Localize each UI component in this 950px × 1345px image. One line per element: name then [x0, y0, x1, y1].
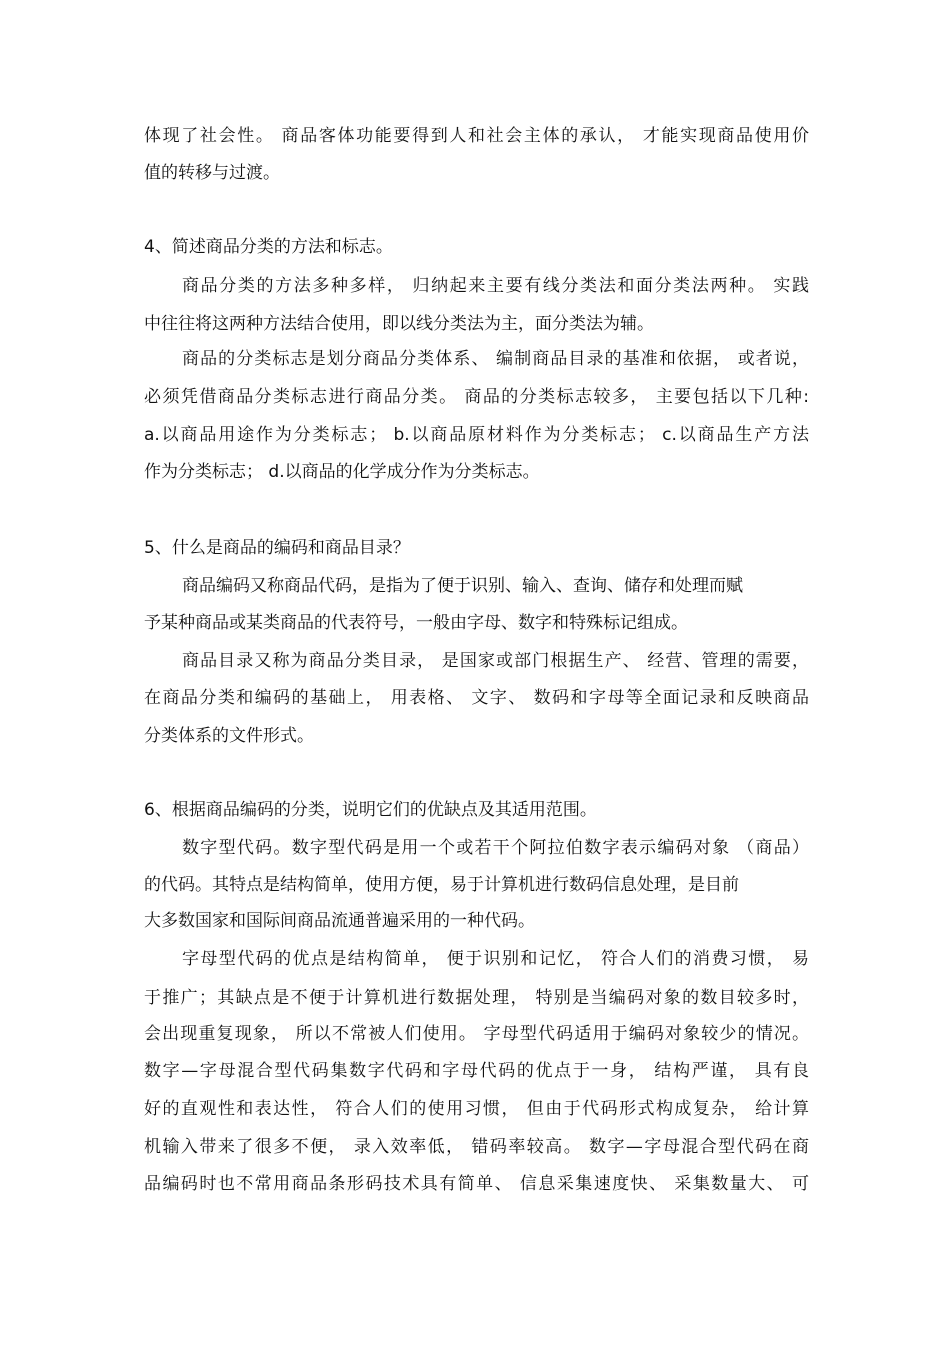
q6-p2-line-6: 机输入带来了很多不便， 录入效率低， 错码率较高。 数字—字母混合型代码在商 [144, 1137, 809, 1157]
q5-p2-line-2: 在商品分类和编码的基础上， 用表格、 文字、 数码和字母等全面记录和反映商品 [144, 688, 809, 708]
intro-line-1: 体现了社会性。 商品客体功能要得到人和社会主体的承认， 才能实现商品使用价 [144, 126, 809, 146]
q6-p1-line-1: 数字型代码。数字型代码是用一个或若干个阿拉伯数字表示编码对象 （商品） [182, 838, 809, 858]
q4-p2-line-1: 商品的分类标志是划分商品分类体系、 编制商品目录的基准和依据， 或者说， [182, 349, 809, 369]
q4-p2-line-2: 必须凭借商品分类标志进行商品分类。 商品的分类标志较多， 主要包括以下几种: [144, 387, 809, 407]
q5-p1-line-1: 商品编码又称商品代码，是指为了便于识别、输入、查询、储存和处理而赋 [182, 576, 743, 596]
q5-p1-line-2: 予某种商品或某类商品的代表符号，一般由字母、数字和特殊标记组成。 [144, 613, 688, 633]
q6-p1-line-2: 的代码。其特点是结构简单，使用方便，易于计算机进行数码信息处理，是目前 [144, 875, 739, 895]
q6-p2-line-5: 好的直观性和表达性， 符合人们的使用习惯， 但由于代码形式构成复杂， 给计算 [144, 1099, 809, 1119]
q4-p2-line-3: a.以商品用途作为分类标志； b.以商品原材料作为分类标志； c.以商品生产方法 [144, 425, 809, 445]
q6-p2-line-2: 于推广；其缺点是不便于计算机进行数据处理， 特别是当编码对象的数目较多时， [144, 988, 809, 1008]
intro-line-2: 值的转移与过渡。 [144, 163, 280, 183]
q4-p1-line-2: 中往往将这两种方法结合使用，即以线分类法为主，面分类法为辅。 [144, 314, 654, 334]
q6-p2-line-7: 品编码时也不常用商品条形码技术具有简单、 信息采集速度快、 采集数量大、 可 [144, 1174, 809, 1194]
q5-p2-line-1: 商品目录又称为商品分类目录， 是国家或部门根据生产、 经营、管理的需要， [182, 651, 809, 671]
q4-heading: 4、简述商品分类的方法和标志。 [144, 237, 393, 257]
q6-p2-line-3: 会出现重复现象， 所以不常被人们使用。 字母型代码适用于编码对象较少的情况。 [144, 1024, 809, 1044]
q6-p2-line-1: 字母型代码的优点是结构简单， 便于识别和记忆， 符合人们的消费习惯， 易 [182, 949, 809, 969]
q6-p2-line-4: 数字—字母混合型代码集数字代码和字母代码的优点于一身， 结构严谨， 具有良 [144, 1061, 809, 1081]
q6-heading: 6、根据商品编码的分类，说明它们的优缺点及其适用范围。 [144, 800, 597, 820]
q6-p1-line-3: 大多数国家和国际间商品流通普遍采用的一种代码。 [144, 911, 535, 931]
q5-heading: 5、什么是商品的编码和商品目录？ [144, 538, 410, 558]
q5-p2-line-3: 分类体系的文件形式。 [144, 726, 314, 746]
q4-p2-line-4: 作为分类标志； d.以商品的化学成分作为分类标志。 [144, 462, 540, 482]
q4-p1-line-1: 商品分类的方法多种多样， 归纳起来主要有线分类法和面分类法两种。 实践 [182, 276, 809, 296]
